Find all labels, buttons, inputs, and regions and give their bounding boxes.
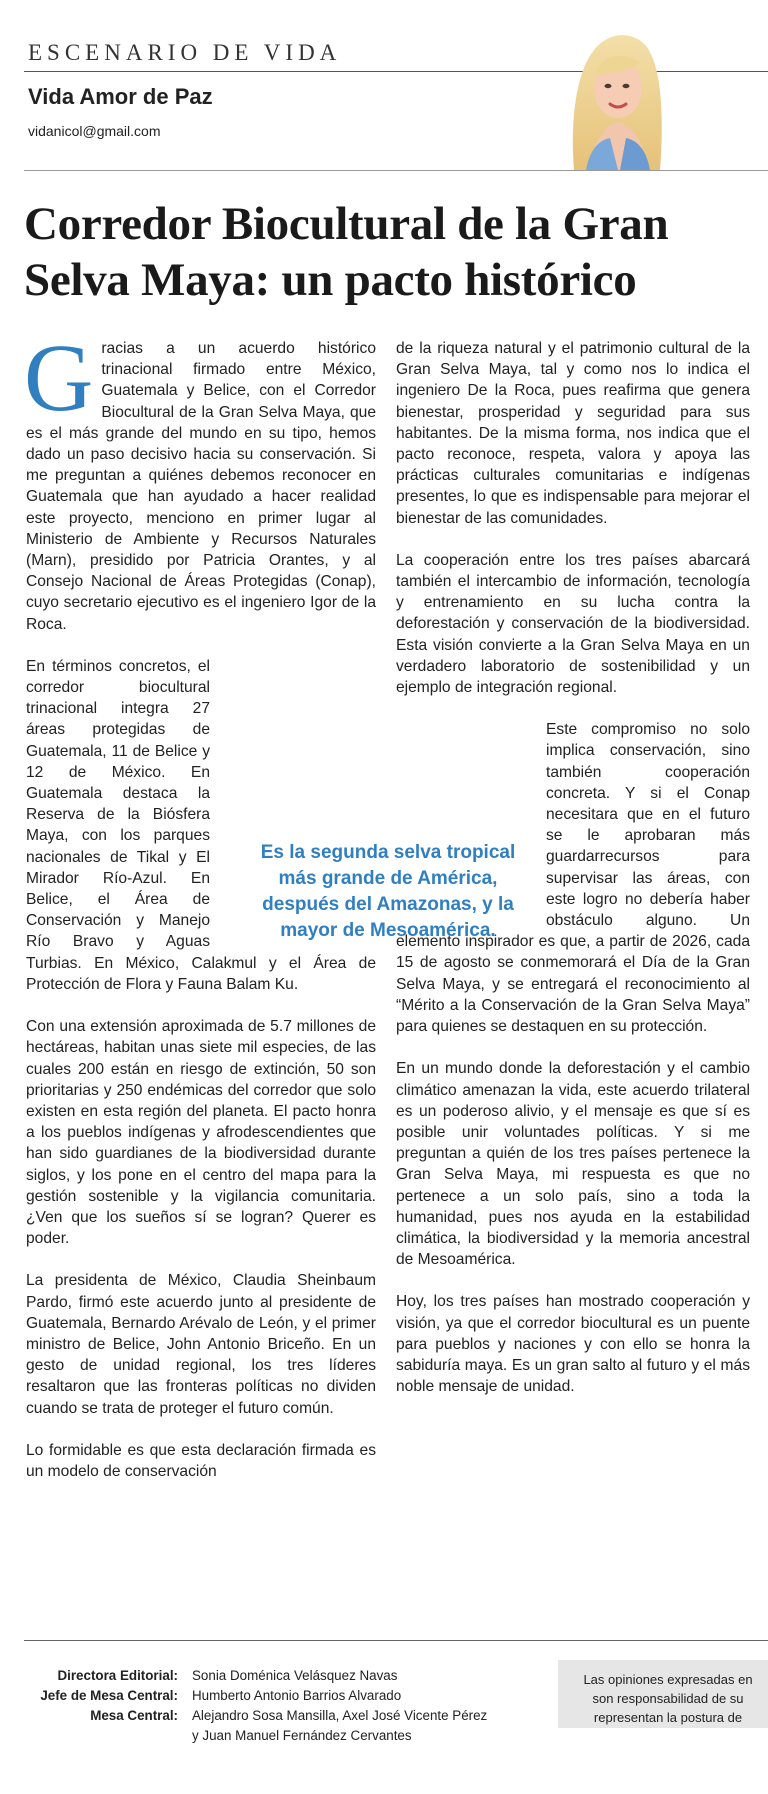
- article-paragraph: En un mundo donde la deforestación y el cambio climático amenazan la vida, este acuerdo trilateral es un poderoso alivio, y el mensaje es que sí es posible unir voluntades políticas. Y si me preguntan a quién de los tres países pertenece la Gran Selva Maya, mi respuesta es que no pertenece a un solo país, sino a toda la humanidad, pues nos ayuda en la estabilidad climática, la biodiversidad y la memoria ancestral de Mesoamérica.: [396, 1060, 750, 1269]
- article-paragraph: [24, 324, 376, 635]
- staff-role: Jefe de Mesa Central:: [40, 1688, 178, 1703]
- article-paragraph: de la riqueza natural y el patrimonio cultural de la Gran Selva Maya, tal y como nos lo indica el ingeniero De la Roca, pues reafirma que genera bienestar, prosperidad y seguridad para sus habitantes. De la misma forma, nos indica que el pacto reconoce, respeta, valora y apoya las prácticas culturales comunitarias e indígenas presentes, lo que es indispensable para mejorar el bienestar de las comunidades.: [396, 340, 750, 527]
- author-email[interactable]: vidanicol@gmail.com: [28, 123, 161, 139]
- staff-row: [24, 1726, 512, 1746]
- staff-credits: [24, 1666, 512, 1746]
- disclaimer-line: son responsabilidad de su: [592, 1691, 744, 1706]
- article-paragraph: La presidenta de México, Claudia Sheinbaum Pardo, firmó este acuerdo junto al presidente de Guatemala, Bernardo Arévalo de León, y el primer ministro de Belice, John Antonio Briceño. En un gesto de unidad regional, los tres líderes resaltaron que las fronteras políticas no dividen cuando se trata de proteger el futuro común.: [26, 1272, 376, 1417]
- footer-divider: [24, 1640, 768, 1641]
- staff-row: [24, 1686, 512, 1706]
- article-paragraph: La cooperación entre los tres países abarcará también el intercambio de información, tecnología y entrenamiento en su lucha contra la deforestación y conservación de la biodiversidad. Esta visión convierte a la Gran Selva Maya en un verdadero laboratorio de sostenibilidad y un ejemplo de integración regional.: [396, 551, 750, 697]
- staff-names: y Juan Manuel Fernández Cervantes: [192, 1728, 412, 1743]
- staff-names: Sonia Doménica Velásquez Navas: [192, 1668, 398, 1683]
- headline: Corredor Biocultural de la Gran Selva Maya: un pacto histórico: [24, 198, 669, 306]
- staff-role: Mesa Central:: [90, 1708, 178, 1723]
- staff-names: Humberto Antonio Barrios Alvarado: [192, 1688, 402, 1703]
- pull-quote: Es la segunda selva tropical más grande de América, después del Amazonas, y la mayor de Mesoamérica.: [260, 842, 516, 941]
- author-name: Vida Amor de Paz: [28, 84, 213, 109]
- paragraph-text: racias a un acuerdo histórico trinacional firmado entre México, Guatemala y Belice, con el Corredor Biocultural de la Gran Selva Maya, que es el más grande del mundo en su tipo, hemos dado un paso decisivo hacia su conservación. Si me preguntan a quiénes debemos reconocer en Guatemala que han ayudado a hacer realidad este proyecto, menciono en primer lugar al Ministerio de Ambiente y Recursos Naturales (Marn), presidido por Patricia Orantes, y al Consejo Nacional de Áreas Protegidas (Conap), cuyo secretario ejecutivo es el ingeniero Igor de la Roca.: [26, 340, 376, 633]
- article-paragraph: [26, 656, 376, 995]
- staff-names: Alejandro Sosa Mansilla, Axel José Vicente Pérez: [192, 1708, 488, 1723]
- article-paragraph: Hoy, los tres países han mostrado cooperación y visión, ya que el corredor biocultural es un puente para pueblos y naciones y con ello se honra la sabiduría maya. Es un gran salto al futuro y el más noble mensaje de unidad.: [396, 1293, 750, 1396]
- article-paragraph: Con una extensión aproximada de 5.7 millones de hectáreas, habitan unas siete mil especies, de las cuales 200 están en riesgo de extinción, 50 son prioritarias y 250 endémicas del corredor que solo existen en esta región del planeta. El pacto honra a los pueblos indígenas y afrodescendientes que han sido guardianes de la biodiversidad durante siglos, y los pone en el centro del mapa para la gestión sostenible y la vigilancia comunitaria. ¿Ven que los sueños sí se logran? Querer es poder.: [26, 1018, 376, 1248]
- opinion-disclaimer: [558, 1660, 768, 1728]
- header-divider: [24, 170, 768, 171]
- staff-row: [24, 1706, 512, 1726]
- disclaimer-line: Las opiniones expresadas en: [583, 1672, 753, 1687]
- disclaimer-line: representan la postura de: [593, 1710, 743, 1725]
- staff-role: [24, 1726, 192, 1746]
- article-paragraph: Lo formidable es que esta declaración firmada es un modelo de conservación: [26, 1441, 376, 1480]
- paragraph-text: Este compromiso no solo implica conservación, sino también cooperación concreta. Y si el Conap necesitara que en el futuro se le aprobaran más guardarrecursos para supervisar las áreas, con este logro no debería haber obstáculo alguno. Un elemento inspirador es que, a partir de 2026, cada 15 de agosto se conmemorará el Día de la Gran Selva Maya, y se entregará el reconocimiento al “Mérito a la Conservación de la Gran Selva Maya” para quienes se destaquen en su protección.: [396, 721, 750, 1036]
- staff-role: Directora Editorial:: [57, 1668, 178, 1683]
- paragraph-text: En términos concretos, el corredor biocultural trinacional integra 27 áreas protegidas de Guatemala, 11 de Belice y 12 de México. En Guatemala destaca la Reserva de la Biósfera Maya, con los parques nacionales de Tikal y El Mirador Río-Azul. En Belice, el Área de Conservación y Manejo Río Bravo y Aguas Turbias. En México, Calakmul y el Área de Protección de Flora y Fauna Balam Ku.: [26, 657, 376, 993]
- staff-row: [24, 1666, 512, 1686]
- drop-cap: G: [24, 324, 94, 431]
- author-photo: [560, 22, 672, 170]
- section-title: ESCENARIO DE VIDA: [28, 40, 342, 65]
